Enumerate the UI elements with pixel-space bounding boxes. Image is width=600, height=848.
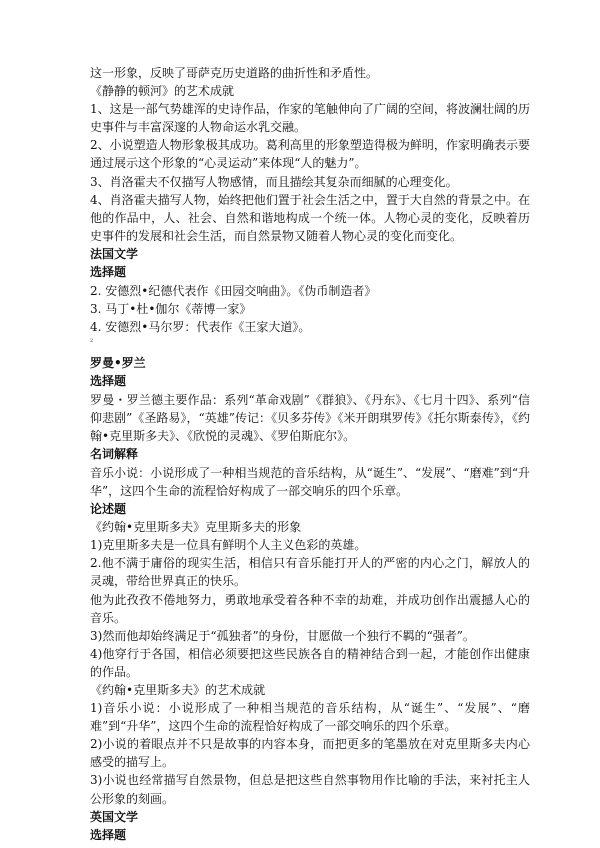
paragraph: 1)音乐小说：小说形成了一种相当规范的音乐结构，从“诞生”、“发展”、“磨难”到“升华”，这四个生命的流程恰好构成了一部交响乐的四个乐章。 (90, 701, 530, 734)
spacer (90, 346, 530, 354)
paragraph: 罗曼・罗兰德主要作品：系列“革命戏剧”《群狼》、《丹东》、《七月十四》、系列“信仰悲剧”《圣路易》，“英雄”传记：《贝多芬传》《米开朗琪罗传》《托尔斯泰传》，《约翰•克里斯多夫》、《欣悦的灵魂》、《罗伯斯庇尔》。 (90, 392, 530, 444)
document-page (90, 64, 530, 844)
paragraph: 2、小说塑造人物形象极其成功。葛利高里的形象塑造得极为鲜明，作家明确表示要通过展示这个形象的“心灵运动”来体现“人的魅力”。 (90, 138, 530, 171)
paragraph: 这一形象，反映了哥萨克历史道路的曲折性和矛盾性。 (90, 66, 379, 80)
paragraph: 3)然而他却始终满足于“孤独者”的身份，甘愿做一个独行不羁的“强者”。 (90, 628, 475, 643)
heading-multiple-choice: 选择题 (90, 828, 127, 843)
heading-multiple-choice: 选择题 (90, 265, 127, 280)
heading-term-explanation: 名词解释 (90, 447, 139, 462)
heading-romain-rolland: 罗曼•罗兰 (90, 356, 146, 371)
paragraph: 音乐小说：小说形成了一种相当规范的音乐结构，从“诞生”、“发展”、“磨难”到“升华”，这四个生命的流程恰好构成了一部交响乐的四个乐章。 (90, 465, 530, 498)
paragraph: 4. 安德烈•马尔罗：代表作《王家大道》。 (90, 319, 311, 334)
heading-english-literature: 英国文学 (90, 809, 139, 824)
heading-multiple-choice: 选择题 (90, 374, 127, 389)
paragraph: 3、肖洛霍夫不仅描写人物感情，而且描绘其复杂而细腻的心理变化。 (90, 174, 458, 189)
page-number: 2 (90, 338, 94, 345)
paragraph: 2)小说的着眼点并不只是故事的内容本身，而把更多的笔墨放在对克里斯多夫内心感受的描写上。 (90, 737, 530, 770)
heading-essay-questions: 论述题 (90, 501, 127, 516)
paragraph: 3. 马丁•杜•伽尔《蒂博一家》 (90, 301, 252, 316)
section-subtitle: 《约翰•克里斯多夫》的艺术成就 (90, 682, 266, 697)
paragraph: 4)他穿行于各国，相信必须要把这些民族各自的精神结合到一起，才能创作出健康的作品。 (90, 646, 530, 679)
section-subtitle: 《静静的顿河》的艺术成就 (90, 84, 235, 99)
paragraph: 2. 安德烈•纪德代表作《田园交响曲》。《伪币制造者》 (90, 283, 377, 298)
paragraph: 3)小说也经常描写自然景物，但总是把这些自然事物用作比喻的手法，来衬托主人公形象的刻画。 (90, 773, 530, 806)
paragraph: 他为此孜孜不倦地努力，勇敢地承受着各种不幸的劫难，并成功创作出震撼人心的音乐。 (90, 592, 530, 625)
paragraph: 1)克里斯多夫是一位具有鲜明个人主义色彩的英雄。 (90, 538, 367, 553)
paragraph: 4、肖洛霍夫描写人物，始终把他们置于社会生活之中，置于大自然的背景之中。在他的作品中，人、社会、自然和谐地构成一个统一体。人物心灵的变化，反映着历史事件的发展和社会生活，而自然景物又随着人物心灵的变化而变化。 (90, 192, 530, 243)
section-subtitle: 《约翰•克里斯多夫》克里斯多夫的形象 (90, 520, 302, 535)
paragraph: 2.他不满于庸俗的现实生活，相信只有音乐能打开人的严密的内心之门，解放人的灵魂，带给世界真正的快乐。 (90, 556, 530, 589)
paragraph: 1、这是一部气势雄浑的史诗作品，作家的笔触伸向了广阔的空间，将波澜壮阔的历史事件与丰富深邃的人物命运水乳交融。 (90, 102, 530, 135)
heading-french-literature: 法国文学 (90, 246, 139, 261)
